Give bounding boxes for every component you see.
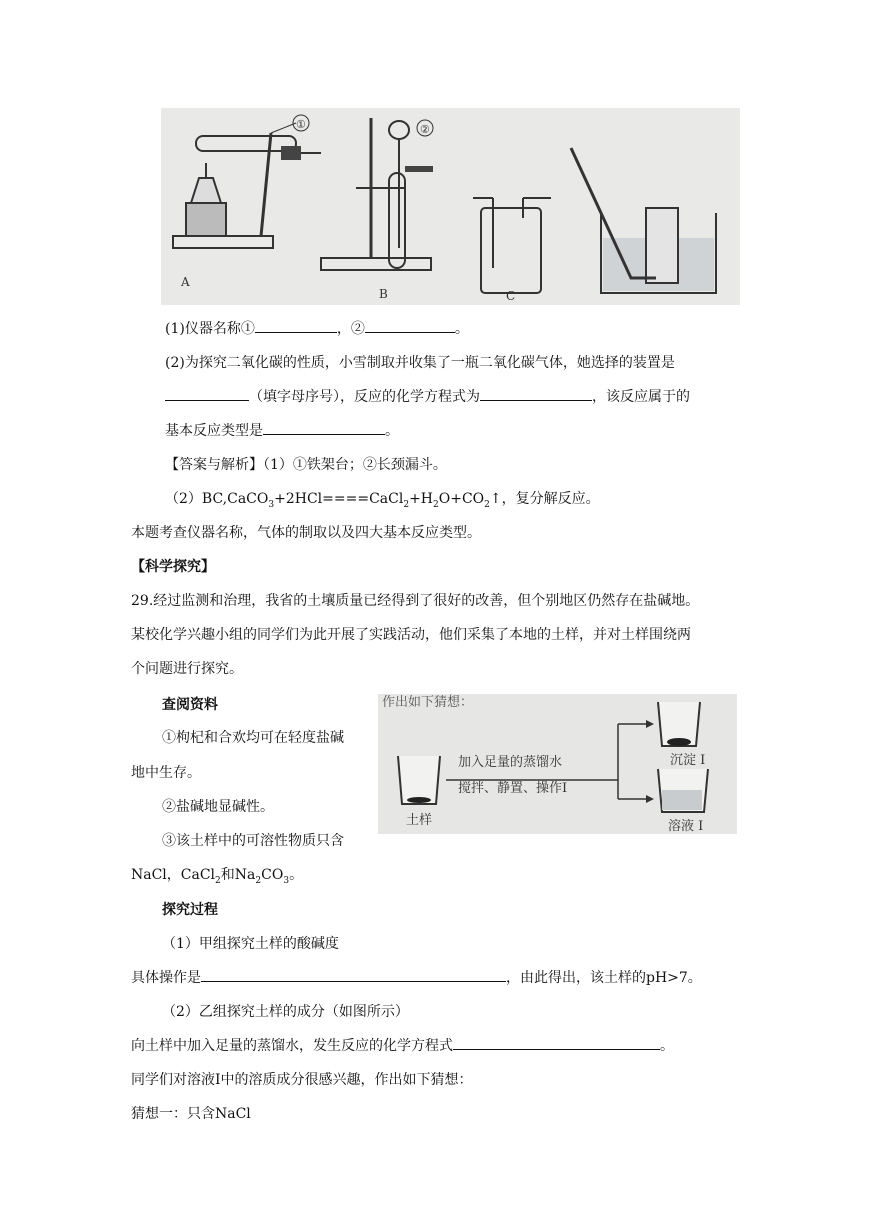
ref3-b-3: CO xyxy=(261,867,284,883)
interest-line: 同学们对溶液I中的溶质成分很感兴趣，作出如下猜想： xyxy=(131,1072,473,1088)
blank-operation[interactable] xyxy=(201,967,506,982)
q28-p2-mid: （填字母序号），反应的化学方程式为 xyxy=(249,389,480,405)
answer-note: 本题考查仪器名称，气体的制取以及四大基本反应类型。 xyxy=(131,525,481,541)
ref-title: 查阅资料 xyxy=(162,697,218,713)
sub-2d: 2 xyxy=(215,875,221,886)
section-title: 【科学探究】 xyxy=(131,559,215,575)
q28-p1-sep: ，② xyxy=(336,321,365,337)
step2-eq-end: 。 xyxy=(660,1038,674,1054)
label-a: A xyxy=(181,275,190,289)
callout-2: ② xyxy=(420,123,430,136)
sub-3: 3 xyxy=(268,499,275,510)
step2-equation xyxy=(131,1035,674,1055)
q28-p2-line3-end: 。 xyxy=(385,423,399,439)
step1-op-text: 具体操作是 xyxy=(131,970,201,986)
answer-part1-text: （1）①铁架台；②长颈漏斗。 xyxy=(263,457,447,473)
soil-experiment-drawing xyxy=(378,694,737,834)
q28-p2-end: ，该反应属于的 xyxy=(592,389,690,405)
apparatus-figure xyxy=(161,108,740,305)
sub-2a: 2 xyxy=(403,499,410,510)
answer-eq-e: ↑，复分解反应。 xyxy=(489,491,600,507)
sample-label: 土样 xyxy=(406,813,433,828)
q28-p1-end: 。 xyxy=(454,321,469,337)
ref3-a: ③该土样中的可溶性物质只含 xyxy=(162,833,344,849)
callout-1: ① xyxy=(296,118,306,131)
precipitate-label: 沉淀 I xyxy=(670,753,706,768)
step1-end-text: ，由此得出，该土样的pH>7。 xyxy=(506,970,702,986)
label-b: B xyxy=(379,287,388,301)
soil-experiment-figure xyxy=(378,694,737,834)
ref3-b-2: 和Na xyxy=(220,867,256,883)
label-c: C xyxy=(506,289,516,303)
answer-part2 xyxy=(165,488,600,510)
blank-device-letters[interactable] xyxy=(165,386,249,401)
solution-label: 溶液 I xyxy=(668,819,704,834)
blank-reaction-type[interactable] xyxy=(263,420,385,435)
ref2: ②盐碱地显碱性。 xyxy=(162,799,274,815)
arrow-label-2: 搅拌、静置、操作I xyxy=(458,781,568,796)
answer-heading: 【答案与解析】 xyxy=(165,457,263,473)
ref1-a: ①枸杞和合欢均可在轻度盐碱 xyxy=(162,730,344,746)
ref3-b-1: NaCl，CaCl xyxy=(131,867,216,883)
step2: （2）乙组探究土样的成分（如图所示） xyxy=(162,1004,409,1020)
ref1-b: 地中生存。 xyxy=(131,765,201,781)
q29-line3: 个问题进行探究。 xyxy=(131,661,243,677)
sub-2e: 2 xyxy=(255,875,262,886)
q28-p2-line3-text: 基本反应类型是 xyxy=(165,423,263,439)
q28-p1-prefix: (1)仪器名称① xyxy=(165,321,255,337)
figure2-top-text: 作出如下猜想： xyxy=(382,695,474,710)
arrow-label-1: 加入足量的蒸馏水 xyxy=(458,755,563,770)
q28-part2-line2 xyxy=(165,386,690,406)
ref3-b-4: 。 xyxy=(289,867,304,883)
answer-eq-a: （2）BC,CaCO xyxy=(165,491,269,507)
guess1: 猜想一：只含NaCl xyxy=(131,1106,251,1122)
q28-part2-line1: (2)为探究二氧化碳的性质，小雪制取并收集了一瓶二氧化碳气体，她选择的装置是 xyxy=(165,355,675,371)
process-title: 探究过程 xyxy=(162,902,218,918)
answer-part1 xyxy=(165,454,447,474)
blank-instrument-2[interactable] xyxy=(365,318,455,333)
apparatus-drawing xyxy=(161,108,740,305)
step1: （1）甲组探究土样的酸碱度 xyxy=(162,936,339,952)
answer-eq-c: +H xyxy=(409,491,434,507)
sub-3b: 3 xyxy=(283,875,290,886)
ref3-b xyxy=(131,864,303,886)
answer-eq-d: O+CO xyxy=(438,491,485,507)
answer-eq-b: +2HCl====CaCl xyxy=(274,491,404,507)
q28-part1 xyxy=(165,318,469,338)
q28-part2-line3 xyxy=(165,420,399,440)
q29-line2: 某校化学兴趣小组的同学们为此开展了实践活动，他们采集了本地的土样，并对土样围绕两 xyxy=(131,627,691,643)
step1-operation xyxy=(131,967,702,987)
blank-equation[interactable] xyxy=(480,386,592,401)
sub-2c: 2 xyxy=(484,499,490,510)
sub-2b: 2 xyxy=(433,499,439,510)
step2-eq-text: 向土样中加入足量的蒸馏水，发生反应的化学方程式 xyxy=(131,1038,453,1054)
blank-instrument-1[interactable] xyxy=(255,318,337,333)
blank-soil-equation[interactable] xyxy=(453,1035,660,1050)
q29-line1: 29.经过监测和治理，我省的土壤质量已经得到了很好的改善，但个别地区仍然存在盐碱地。 xyxy=(131,593,700,609)
